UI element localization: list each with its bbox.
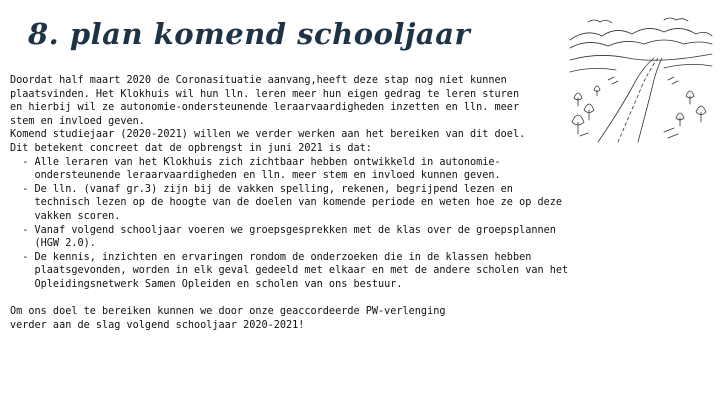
bullet-line: (HGW 2.0). (10, 238, 96, 250)
bullet-line: - Vanaf volgend schooljaar voeren we groepsgesprekken met de klas over de groepsplannen (10, 224, 556, 236)
intro-line: Dit betekent concreet dat de opbrengst in juni 2021 is dat: (10, 142, 372, 154)
closing-line: verder aan de slag volgend schooljaar 2020-2021! (10, 319, 305, 331)
closing-line: Om ons doel te bereiken kunnen we door onze geaccordeerde PW-verlenging (10, 306, 446, 318)
intro-line: Komend studiejaar (2020-2021) willen we verder werken aan het bereiken van dit doel. (10, 129, 526, 141)
bullet-line: ondersteunende leraarvaardigheden en lln. meer stem en invloed kunnen geven. (10, 170, 501, 182)
slide-title: 8. plan komend schooljaar (28, 17, 471, 51)
spacer (10, 292, 620, 306)
bullet-line: vakken scoren. (10, 210, 121, 222)
bullet-line: plaatsgevonden, worden in elk geval gedeeld met elkaar en met de andere scholen van het (10, 265, 569, 277)
bullet-line: - De lln. (vanaf gr.3) zijn bij de vakken spelling, rekenen, begrijpend lezen en (10, 183, 513, 195)
body-text (10, 74, 620, 332)
intro-line: plaatsvinden. Het Klokhuis wil hun lln. leren meer hun eigen gedrag te leren sturen (10, 88, 520, 100)
bullet-line: technisch lezen op de hoogte van de doelen van komende periode en weten hoe ze op deze (10, 197, 563, 209)
bullet-line: - De kennis, inzichten en ervaringen rondom de onderzoeken die in de klassen hebben (10, 251, 532, 263)
intro-line: Doordat half maart 2020 de Coronasituatie aanvang,heeft deze stap nog niet kunnen (10, 75, 507, 86)
intro-line: en hierbij wil ze autonomie-ondersteunende leraarvaardigheden inzetten en lln. meer (10, 102, 520, 114)
intro-line: stem en invloed geven. (10, 115, 145, 127)
bullet-line: Opleidingsnetwerk Samen Opleiden en scholen van ons bestuur. (10, 278, 403, 290)
bullet-line: - Alle leraren van het Klokhuis zich zichtbaar hebben ontwikkeld in autonomie- (10, 156, 501, 168)
